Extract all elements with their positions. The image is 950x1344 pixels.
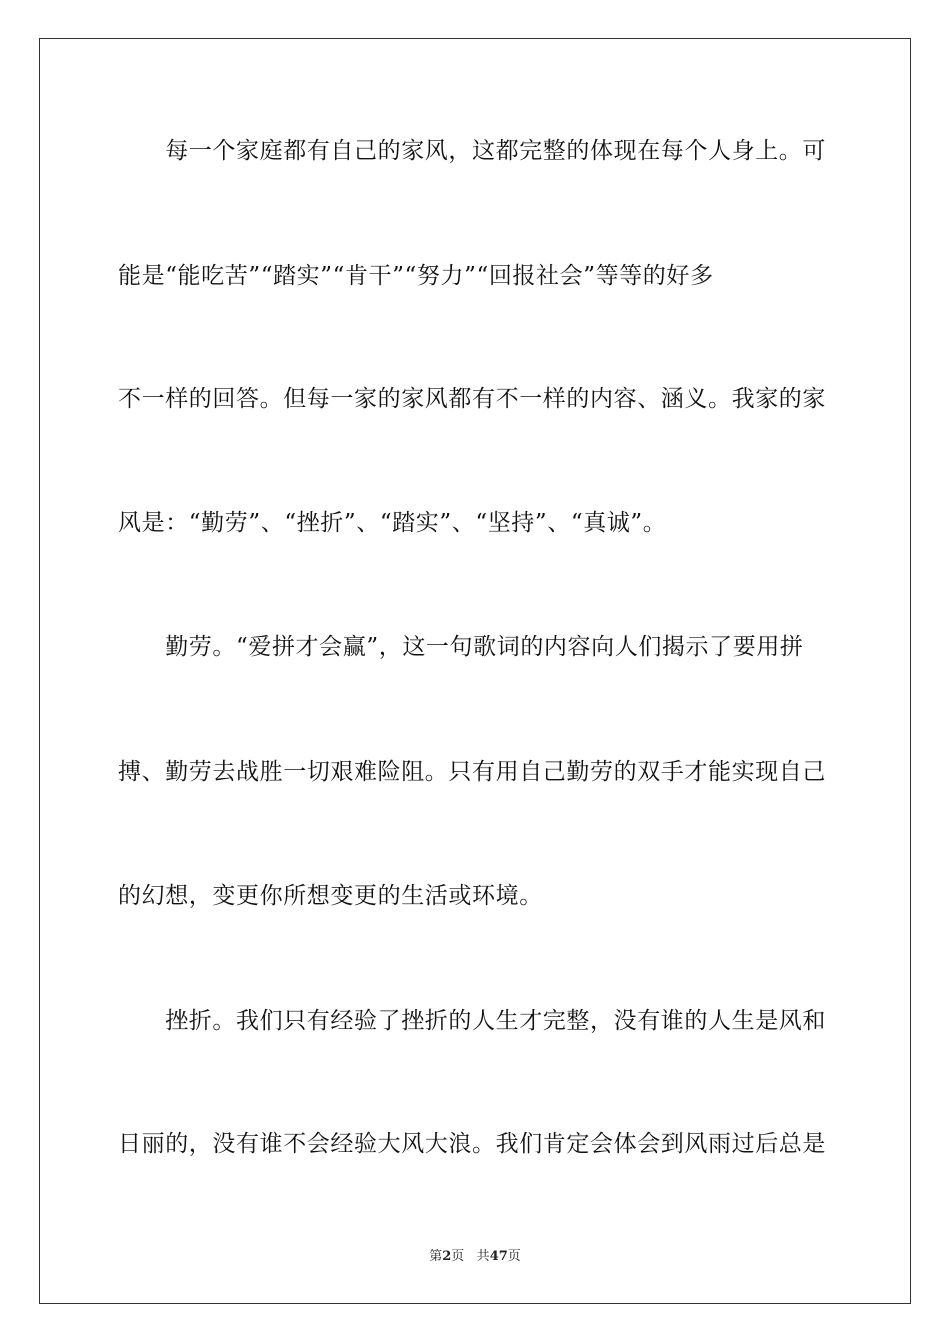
- text-line-2: 能是“能吃苦”“踏实”“肯干”“努力”“回报社会”等等的好多: [118, 263, 714, 289]
- total-suffix: 页: [507, 1249, 521, 1264]
- text-line-9: 日丽的，没有谁不会经验大风大浪。我们肯定会体会到风雨过后总是: [118, 1131, 826, 1157]
- text-line-4: 风是：“勤劳”、“挫折”、“踏实”、“坚持”、“真诚”。: [118, 510, 667, 536]
- text-line-7: 的幻想，变更你所想变更的生活或环境。: [118, 883, 543, 909]
- page-border: [39, 38, 911, 1304]
- page-number: 2: [442, 1249, 452, 1264]
- text-line-3: 不一样的回答。但每一家的家风都有不一样的内容、涵义。我家的家: [118, 386, 826, 412]
- total-number: 47: [489, 1249, 508, 1264]
- page-footer: [0, 1249, 950, 1265]
- page-suffix: 页: [451, 1249, 465, 1264]
- text-line-1: 每一个家庭都有自己的家风，这都完整的体现在每个人身上。可: [118, 138, 826, 164]
- page-prefix: 第: [429, 1249, 443, 1264]
- text-line-5: 勤劳。“爱拼才会赢”，这一句歌词的内容向人们揭示了要用拼: [118, 634, 804, 660]
- text-line-8: 挫折。我们只有经验了挫折的人生才完整，没有谁的人生是风和: [118, 1008, 826, 1034]
- text-line-6: 搏、勤劳去战胜一切艰难险阻。只有用自己勤劳的双手才能实现自己: [118, 759, 826, 785]
- total-prefix: 共: [476, 1249, 490, 1264]
